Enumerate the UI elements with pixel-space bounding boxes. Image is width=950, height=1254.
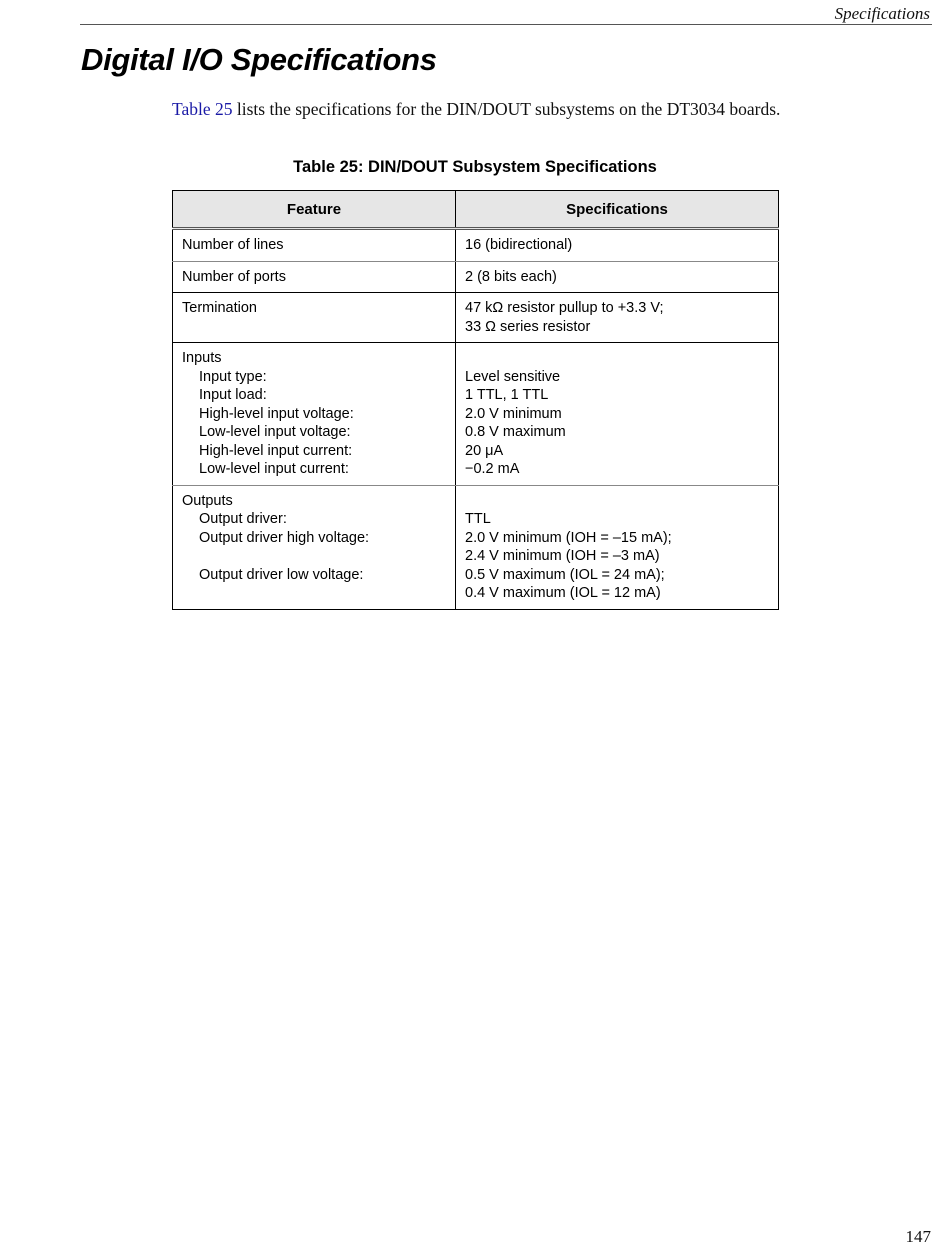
feature-cell bbox=[173, 485, 456, 609]
table-row bbox=[173, 261, 779, 293]
table-reference-link[interactable]: Table 25 bbox=[172, 99, 233, 119]
spacer bbox=[465, 349, 769, 368]
spec-cell bbox=[456, 293, 779, 343]
spec-line: 33 Ω series resistor bbox=[465, 318, 591, 335]
spec-cell: 16 (bidirectional) bbox=[456, 229, 779, 262]
spec-line: −0.2 mA bbox=[465, 461, 520, 477]
sub-feature-label: Output driver low voltage: bbox=[199, 566, 364, 583]
spec-line: 47 kΩ resistor pullup to +3.3 V; bbox=[465, 300, 664, 316]
specifications-table bbox=[172, 190, 779, 610]
spec-cell bbox=[456, 485, 779, 609]
sub-feature-label: Input load: bbox=[199, 387, 267, 403]
spec-line: 2.4 V minimum (IOH = –3 mA) bbox=[465, 548, 660, 564]
running-header bbox=[80, 0, 932, 25]
table-header-row bbox=[173, 191, 779, 229]
spec-line: 20 μA bbox=[465, 442, 504, 459]
table-row bbox=[173, 293, 779, 343]
spec-line: 0.4 V maximum (IOL = 12 mA) bbox=[465, 585, 661, 601]
column-header-feature: Feature bbox=[173, 191, 456, 229]
sub-feature-label: Low-level input voltage: bbox=[199, 424, 351, 440]
page-number: 147 bbox=[905, 1227, 931, 1246]
running-header-text: Specifications bbox=[834, 4, 930, 23]
spec-line: 0.5 V maximum (IOL = 24 mA); bbox=[465, 566, 665, 583]
feature-cell: Number of ports bbox=[173, 261, 456, 293]
table-row bbox=[173, 485, 779, 609]
spec-line: TTL bbox=[465, 511, 491, 527]
sub-feature-label: High-level input current: bbox=[199, 442, 353, 459]
feature-cell: Number of lines bbox=[173, 229, 456, 262]
spec-line: 2.0 V minimum (IOH = –15 mA); bbox=[465, 529, 672, 546]
sub-feature-label: Output driver: bbox=[199, 511, 287, 527]
table-row bbox=[173, 229, 779, 262]
spec-line: 0.8 V maximum bbox=[465, 424, 566, 440]
spec-line: 1 TTL, 1 TTL bbox=[465, 387, 549, 403]
feature-cell bbox=[173, 343, 456, 486]
feature-group-label: Inputs bbox=[182, 350, 222, 366]
intro-text: lists the specifications for the DIN/DOUT subsystems on the DT3034 boards. bbox=[232, 99, 781, 119]
intro-paragraph bbox=[172, 99, 780, 120]
sub-feature-label: Low-level input current: bbox=[199, 461, 349, 477]
spec-cell bbox=[456, 343, 779, 486]
spacer bbox=[182, 547, 446, 566]
page-title: Digital I/O Specifications bbox=[81, 42, 437, 77]
column-header-specifications: Specifications bbox=[456, 191, 779, 229]
spec-cell: 2 (8 bits each) bbox=[456, 261, 779, 293]
sub-feature-label: Input type: bbox=[199, 368, 267, 385]
sub-feature-label: High-level input voltage: bbox=[199, 405, 354, 422]
feature-group-label: Outputs bbox=[182, 492, 233, 509]
table-row bbox=[173, 343, 779, 486]
spec-line: Level sensitive bbox=[465, 368, 561, 385]
table-caption: Table 25: DIN/DOUT Subsystem Specifications bbox=[293, 158, 657, 176]
sub-feature-label: Output driver high voltage: bbox=[199, 529, 370, 546]
spacer bbox=[465, 492, 769, 511]
feature-cell: Termination bbox=[173, 293, 456, 343]
spec-line: 2.0 V minimum bbox=[465, 405, 562, 422]
